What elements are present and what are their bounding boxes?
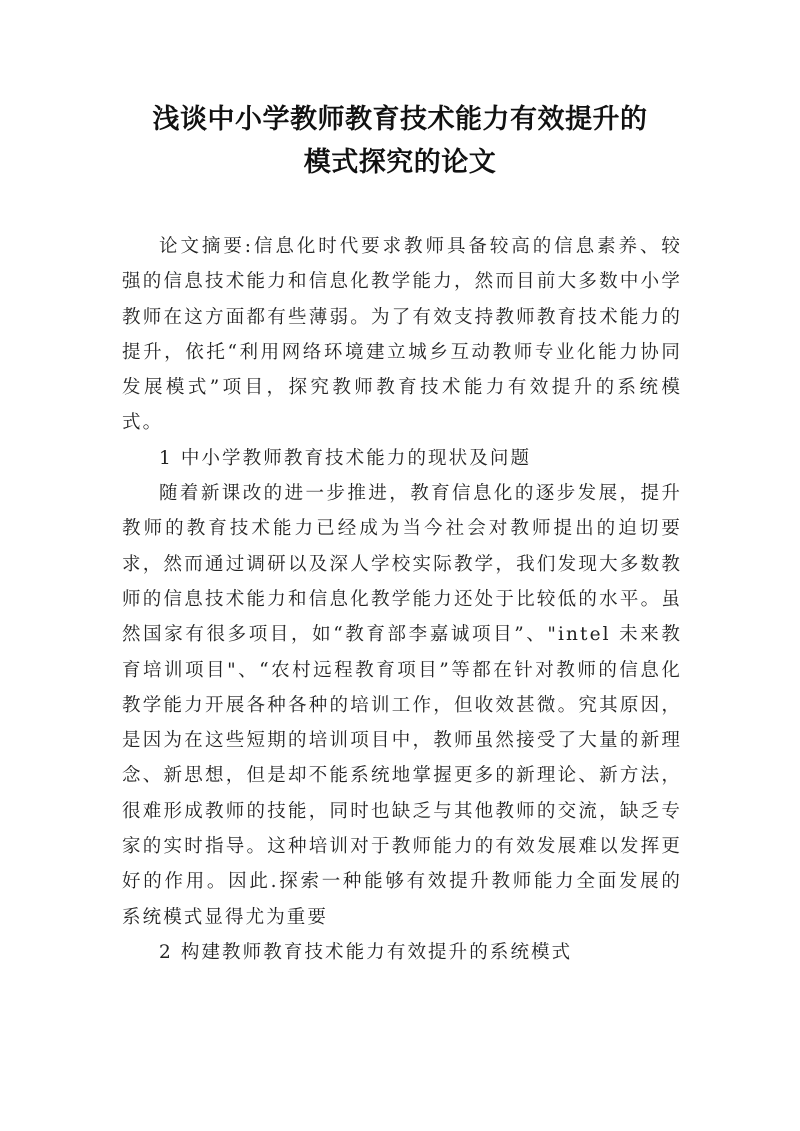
document-body: [122, 229, 682, 970]
section-2-heading: 2 构建教师教育技术能力有效提升的系统模式: [159, 941, 573, 963]
abstract-paragraph: 论文摘要:信息化时代要求教师具备较高的信息素养、较强的信息技术能力和信息化教学能力，然而目前大多数中小学教师在这方面都有些薄弱。为了有效支持教师教育技术能力的提升，依托“利用网络环境建立城乡互动教师专业化能力协同发展模式”项目，探究教师教育技术能力有效提升的系统模式。: [122, 236, 682, 434]
section-1-paragraph: 随着新课改的进一步推进，教育信息化的逐步发展，提升教师的教育技术能力已经成为当今社会对教师提出的迫切要求，然而通过调研以及深人学校实际教学，我们发现大多数教师的信息技术能力和信息化教学能力还处于比较低的水平。虽然国家有很多项目，如“教育部李嘉诚项目”、"intel 未来教育培训项目"、“农村远程教育项目”等都在针对教师的信息化教学能力开展各种各种的培训工作，但收效甚微。究其原因，是因为在这些短期的培训项目中，教师虽然接受了大量的新理念、新思想，但是却不能系统地掌握更多的新理论、新方法，很难形成教师的技能，同时也缺乏与其他教师的交流，缺乏专家的实时指导。这种培训对于教师能力的有效发展难以发挥更好的作用。因此.探索一种能够有效提升教师能力全面发展的系统模式显得尤为重要: [122, 483, 682, 928]
document-title-line-2: 模式探究的论文: [303, 147, 497, 178]
section-1-heading: 1 中小学教师教育技术能力的现状及问题: [159, 447, 532, 469]
document-title-line-1: 浅谈中小学教师教育技术能力有效提升的: [152, 104, 648, 135]
